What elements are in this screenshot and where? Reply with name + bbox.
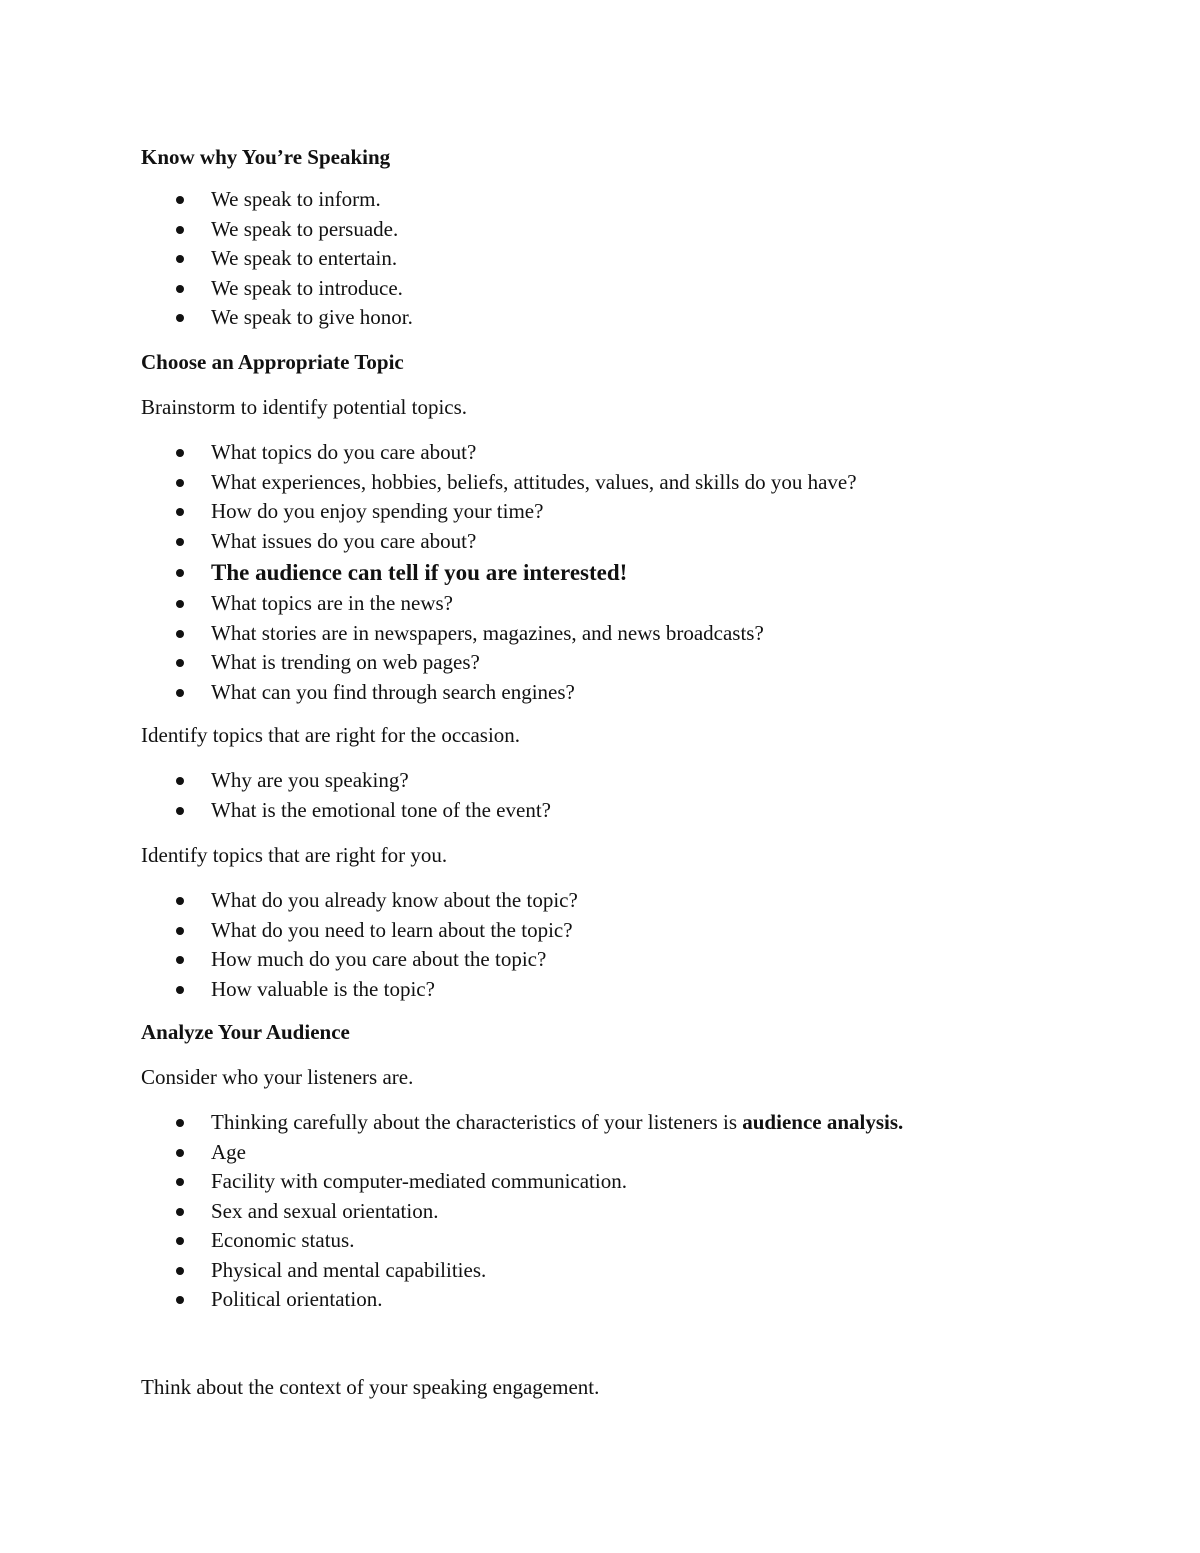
bullet-icon bbox=[176, 196, 184, 204]
occasion-paragraph: Identify topics that are right for the occasion. bbox=[141, 723, 521, 747]
list-item: What is trending on web pages? bbox=[0, 648, 857, 678]
heading-analyze-audience: Analyze Your Audience bbox=[141, 1020, 350, 1044]
bullet-icon bbox=[176, 569, 184, 577]
bullet-icon bbox=[176, 1296, 184, 1304]
bullet-icon bbox=[176, 986, 184, 994]
list-item: Facility with computer-mediated communication. bbox=[0, 1167, 903, 1197]
list-item: What can you find through search engines? bbox=[0, 678, 857, 708]
bullet-icon bbox=[176, 449, 184, 457]
list-item: How valuable is the topic? bbox=[0, 975, 578, 1005]
right-for-you-paragraph: Identify topics that are right for you. bbox=[141, 843, 448, 867]
list-item: What experiences, hobbies, beliefs, attitudes, values, and skills do you have? bbox=[0, 468, 857, 498]
bullet-icon bbox=[176, 1208, 184, 1216]
bullet-icon bbox=[176, 927, 184, 935]
occasion-list bbox=[0, 766, 551, 825]
right-for-you-list bbox=[0, 886, 578, 1004]
list-item: How much do you care about the topic? bbox=[0, 945, 578, 975]
list-item: We speak to entertain. bbox=[0, 244, 413, 274]
bullet-icon bbox=[176, 807, 184, 815]
bullet-icon bbox=[176, 1178, 184, 1186]
bullet-icon bbox=[176, 600, 184, 608]
list-item: What do you need to learn about the topic? bbox=[0, 916, 578, 946]
context-paragraph: Think about the context of your speaking engagement. bbox=[141, 1375, 600, 1399]
bullet-icon bbox=[176, 897, 184, 905]
list-item: What is the emotional tone of the event? bbox=[0, 796, 551, 826]
list-item: We speak to give honor. bbox=[0, 303, 413, 333]
brainstorm-list bbox=[0, 438, 857, 707]
list-item: Physical and mental capabilities. bbox=[0, 1256, 903, 1286]
bullet-icon bbox=[176, 479, 184, 487]
list-item: What do you already know about the topic? bbox=[0, 886, 578, 916]
list-item: Political orientation. bbox=[0, 1285, 903, 1315]
bullet-icon bbox=[176, 255, 184, 263]
bullet-icon bbox=[176, 1237, 184, 1245]
audience-analysis-term: audience analysis. bbox=[742, 1110, 904, 1134]
bullet-icon bbox=[176, 538, 184, 546]
list-item: Why are you speaking? bbox=[0, 766, 551, 796]
list-item: We speak to persuade. bbox=[0, 215, 413, 245]
list-item: Age bbox=[0, 1138, 903, 1168]
bullet-icon bbox=[176, 659, 184, 667]
heading-choose-topic: Choose an Appropriate Topic bbox=[141, 350, 404, 374]
bullet-icon bbox=[176, 1149, 184, 1157]
heading-know-why: Know why You’re Speaking bbox=[141, 145, 391, 169]
list-item: What stories are in newspapers, magazines, and news broadcasts? bbox=[0, 619, 857, 649]
list-item: What topics do you care about? bbox=[0, 438, 857, 468]
bullet-icon bbox=[176, 508, 184, 516]
list-item: Thinking carefully about the characteristics of your listeners is audience analysis. bbox=[0, 1108, 903, 1138]
list-item-emphasis: The audience can tell if you are interested! bbox=[0, 556, 857, 589]
list-item: We speak to introduce. bbox=[0, 274, 413, 304]
bullet-icon bbox=[176, 777, 184, 785]
list-item: What issues do you care about? bbox=[0, 527, 857, 557]
bullet-icon bbox=[176, 630, 184, 638]
brainstorm-paragraph: Brainstorm to identify potential topics. bbox=[141, 395, 468, 419]
bullet-icon bbox=[176, 956, 184, 964]
list-item: Sex and sexual orientation. bbox=[0, 1197, 903, 1227]
audience-list bbox=[0, 1108, 903, 1315]
list-item: Economic status. bbox=[0, 1226, 903, 1256]
list-item: We speak to inform. bbox=[0, 185, 413, 215]
bullet-icon bbox=[176, 314, 184, 322]
listeners-paragraph: Consider who your listeners are. bbox=[141, 1065, 414, 1089]
list-item: How do you enjoy spending your time? bbox=[0, 497, 857, 527]
bullet-icon bbox=[176, 226, 184, 234]
bullet-icon bbox=[176, 285, 184, 293]
bullet-icon bbox=[176, 689, 184, 697]
list-item: What topics are in the news? bbox=[0, 589, 857, 619]
bullet-icon bbox=[176, 1119, 184, 1127]
purpose-list bbox=[0, 185, 413, 333]
bullet-icon bbox=[176, 1267, 184, 1275]
